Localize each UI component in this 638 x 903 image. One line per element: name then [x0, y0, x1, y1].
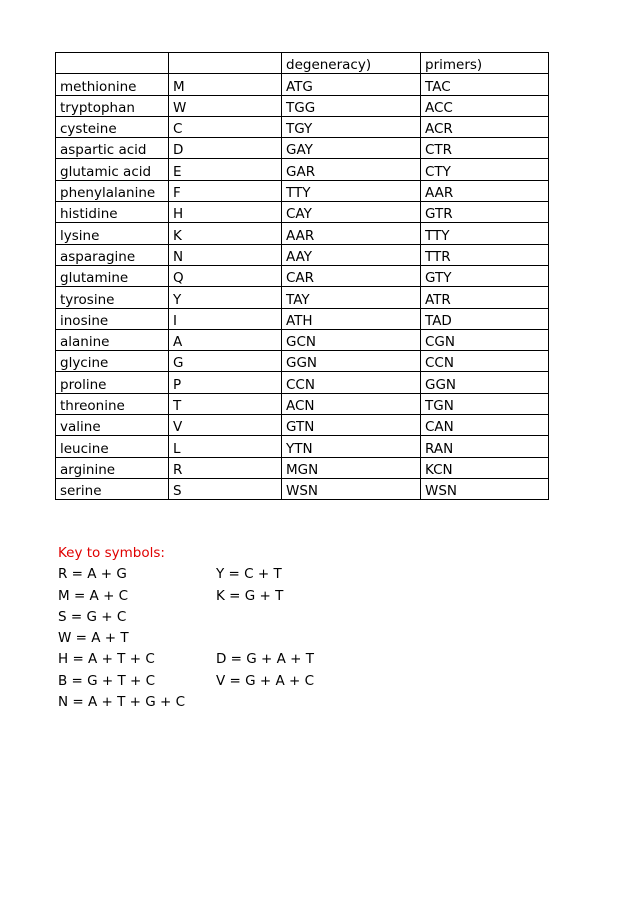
table-row [56, 436, 549, 457]
amino-acid-cell: aspartic acid [56, 138, 169, 159]
key-entry-right: D = G + A + T [216, 651, 315, 668]
symbol-cell: H [169, 202, 282, 223]
key-entry-left: R = A + G [58, 566, 127, 583]
codon-cell: GCN [282, 329, 421, 350]
key-entry-left: H = A + T + C [58, 651, 155, 668]
key-entry-left: N = A + T + G + C [58, 694, 186, 711]
amino-acid-cell: tyrosine [56, 287, 169, 308]
key-row [58, 607, 314, 628]
primer-cell: ACR [421, 116, 549, 137]
symbol-cell: M [169, 74, 282, 95]
codon-cell: MGN [282, 457, 421, 478]
header-cell-symbol [169, 53, 282, 74]
codon-cell: CCN [282, 372, 421, 393]
table-row [56, 265, 549, 286]
codon-cell: CAY [282, 202, 421, 223]
codon-cell: ATG [282, 74, 421, 95]
symbol-cell: W [169, 95, 282, 116]
symbol-cell: R [169, 457, 282, 478]
amino-acid-cell: phenylalanine [56, 180, 169, 201]
symbol-cell: K [169, 223, 282, 244]
primer-cell: ACC [421, 95, 549, 116]
key-entry-right: V = G + A + C [216, 672, 315, 689]
key-row [58, 628, 314, 649]
primer-cell: CGN [421, 329, 549, 350]
amino-acid-cell: lysine [56, 223, 169, 244]
table-row [56, 95, 549, 116]
key-row [58, 671, 314, 692]
key-entry-right: K = G + T [216, 587, 284, 604]
amino-acid-cell: methionine [56, 74, 169, 95]
codon-cell: GAR [282, 159, 421, 180]
amino-acid-cell: asparagine [56, 244, 169, 265]
amino-acid-cell: proline [56, 372, 169, 393]
primer-cell: CAN [421, 415, 549, 436]
primer-cell: TTY [421, 223, 549, 244]
primer-cell: CTY [421, 159, 549, 180]
primer-cell: KCN [421, 457, 549, 478]
symbol-cell: N [169, 244, 282, 265]
header-cell-primer: primers) [421, 53, 549, 74]
table-row [56, 244, 549, 265]
primer-cell: CCN [421, 351, 549, 372]
key-row [58, 564, 314, 585]
key-entry-left: M = A + C [58, 587, 129, 604]
symbol-cell: Q [169, 265, 282, 286]
amino-acid-cell: glutamic acid [56, 159, 169, 180]
table-row [56, 308, 549, 329]
table-row [56, 138, 549, 159]
codon-cell: WSN [282, 478, 421, 499]
table-row [56, 372, 549, 393]
primer-cell: GTY [421, 265, 549, 286]
amino-acid-cell: glycine [56, 351, 169, 372]
table-row [56, 351, 549, 372]
key-row [58, 586, 314, 607]
table-row [56, 202, 549, 223]
codon-cell: GAY [282, 138, 421, 159]
amino-acid-cell: arginine [56, 457, 169, 478]
primer-cell: AAR [421, 180, 549, 201]
key-entry-left: W = A + T [58, 630, 129, 647]
primer-cell: RAN [421, 436, 549, 457]
header-cell-codon: degeneracy) [282, 53, 421, 74]
codon-cell: TAY [282, 287, 421, 308]
codon-cell: CAR [282, 265, 421, 286]
header-cell-amino-acid [56, 53, 169, 74]
codon-cell: TTY [282, 180, 421, 201]
codon-table [55, 52, 549, 500]
symbol-cell: S [169, 478, 282, 499]
table-row [56, 223, 549, 244]
amino-acid-cell: glutamine [56, 265, 169, 286]
key-entry-left: S = G + C [58, 608, 127, 625]
table-row [56, 478, 549, 499]
codon-cell: GGN [282, 351, 421, 372]
amino-acid-cell: leucine [56, 436, 169, 457]
table-row [56, 116, 549, 137]
key-row [58, 692, 314, 713]
table-row [56, 74, 549, 95]
table-row [56, 159, 549, 180]
amino-acid-cell: valine [56, 415, 169, 436]
symbol-cell: P [169, 372, 282, 393]
table-row [56, 415, 549, 436]
primer-cell: TGN [421, 393, 549, 414]
primer-cell: ATR [421, 287, 549, 308]
symbol-cell: L [169, 436, 282, 457]
amino-acid-cell: alanine [56, 329, 169, 350]
codon-cell: ACN [282, 393, 421, 414]
amino-acid-cell: inosine [56, 308, 169, 329]
primer-cell: TAD [421, 308, 549, 329]
primer-cell: TAC [421, 74, 549, 95]
key-rows [58, 564, 314, 713]
symbol-cell: E [169, 159, 282, 180]
symbol-cell: T [169, 393, 282, 414]
codon-cell: GTN [282, 415, 421, 436]
key-row [58, 649, 314, 670]
table-header-row [56, 53, 549, 74]
symbol-cell: D [169, 138, 282, 159]
table-row [56, 457, 549, 478]
symbol-cell: F [169, 180, 282, 201]
symbol-cell: G [169, 351, 282, 372]
primer-cell: GGN [421, 372, 549, 393]
symbol-cell: C [169, 116, 282, 137]
codon-cell: YTN [282, 436, 421, 457]
key-title: Key to symbols: [58, 545, 165, 561]
primer-cell: TTR [421, 244, 549, 265]
amino-acid-cell: serine [56, 478, 169, 499]
amino-acid-cell: histidine [56, 202, 169, 223]
table-row [56, 287, 549, 308]
key-entry-right: Y = C + T [216, 566, 282, 583]
codon-cell: AAY [282, 244, 421, 265]
codon-cell: TGY [282, 116, 421, 137]
primer-cell: CTR [421, 138, 549, 159]
table-row [56, 393, 549, 414]
table-row [56, 329, 549, 350]
symbol-cell: I [169, 308, 282, 329]
codon-cell: TGG [282, 95, 421, 116]
primer-cell: GTR [421, 202, 549, 223]
codon-cell: AAR [282, 223, 421, 244]
amino-acid-cell: tryptophan [56, 95, 169, 116]
primer-cell: WSN [421, 478, 549, 499]
key-entry-left: B = G + T + C [58, 672, 156, 689]
symbol-cell: Y [169, 287, 282, 308]
symbol-cell: V [169, 415, 282, 436]
codon-table-body [56, 53, 549, 500]
symbol-key [58, 543, 314, 713]
table-row [56, 180, 549, 201]
amino-acid-cell: threonine [56, 393, 169, 414]
symbol-cell: A [169, 329, 282, 350]
codon-cell: ATH [282, 308, 421, 329]
amino-acid-cell: cysteine [56, 116, 169, 137]
